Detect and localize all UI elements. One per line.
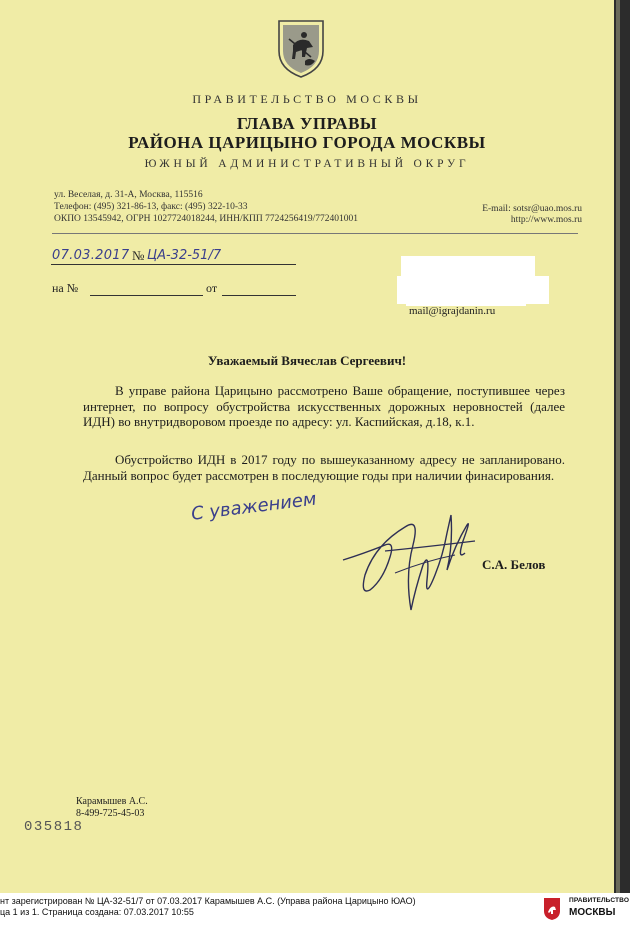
logo-line-1: ПРАВИТЕЛЬСТВО <box>569 897 630 904</box>
letterhead-title: ГЛАВА УПРАВЫ <box>236 114 378 133</box>
registration-date: 07.03.2017 <box>52 248 130 263</box>
reference-number-blank <box>90 295 203 296</box>
moscow-shield-icon <box>543 897 561 921</box>
district-name: ЮЖНЫЙ АДМИНИСТРАТИВНЫЙ ОКРУГ <box>144 158 470 170</box>
sender-email: E-mail: sotsr@uao.mos.ru <box>482 204 582 214</box>
executor-name: Карамышев А.С. <box>76 796 148 807</box>
reference-date-label: от <box>206 281 218 295</box>
handwritten-greeting: С уважением <box>190 488 318 525</box>
serial-number: 035818 <box>24 819 84 835</box>
footer-registration-note: нт зарегистрирован № ЦА-32-51/7 от 07.03.2017 Карамышев А.С. (Управа района Царицыно ЮАО) <box>0 896 416 906</box>
body-paragraph-1: В управе района Царицыно рассмотрено Ваше обращение, поступившее через интернет, по вопросу обустройства искусственных дорожных неровностей (далее ИДН) во внутридворовом проезде по адресу: ул. Каспийская, д.18, к.1. <box>83 383 565 430</box>
letterhead-subtitle: РАЙОНА ЦАРИЦЫНО ГОРОДА МОСКВЫ <box>128 133 486 152</box>
handwritten-signature <box>335 505 485 625</box>
sender-phone: Телефон: (495) 321-86-13, факс: (495) 322-10-33 <box>54 202 248 212</box>
body-paragraph-2: Обустройство ИДН в 2017 году по вышеуказанному адресу не запланировано. Данный вопрос будет рассмотрен в последующие годы при наличии финасирования. <box>83 452 565 483</box>
recipient-email: mail@igrajdanin.ru <box>409 305 496 317</box>
registration-number: ЦА-32-51/7 <box>147 248 222 263</box>
scan-edge-shadow <box>616 0 620 893</box>
footer-page-info: ца 1 из 1. Страница создана: 07.03.2017 10:55 <box>0 907 194 917</box>
letterhead-divider <box>52 233 578 234</box>
reference-number-label: на № <box>52 281 79 295</box>
redacted-recipient-block <box>401 256 535 278</box>
sender-website: http://www.mos.ru <box>510 215 582 225</box>
reference-date-blank <box>222 295 296 296</box>
salutation: Уважаемый Вячеслав Сергеевич! <box>207 353 407 368</box>
sender-codes: ОКПО 13545942, ОГРН 1027724018244, ИНН/КПП 7724256419/772401001 <box>54 214 358 224</box>
moscow-coat-of-arms-icon <box>275 17 327 79</box>
signer-name: С.А. Белов <box>482 557 546 572</box>
executor-phone: 8-499-725-45-03 <box>76 808 145 819</box>
government-name: ПРАВИТЕЛЬСТВО МОСКВЫ <box>192 92 422 106</box>
moscow-government-logo <box>540 895 630 925</box>
registration-number-sign: № <box>132 248 145 263</box>
logo-text <box>569 897 630 918</box>
sender-address: ул. Веселая, д. 31-А, Москва, 115516 <box>54 190 203 200</box>
registration-underline <box>51 264 296 265</box>
logo-line-2: МОСКВЫ <box>569 907 616 918</box>
